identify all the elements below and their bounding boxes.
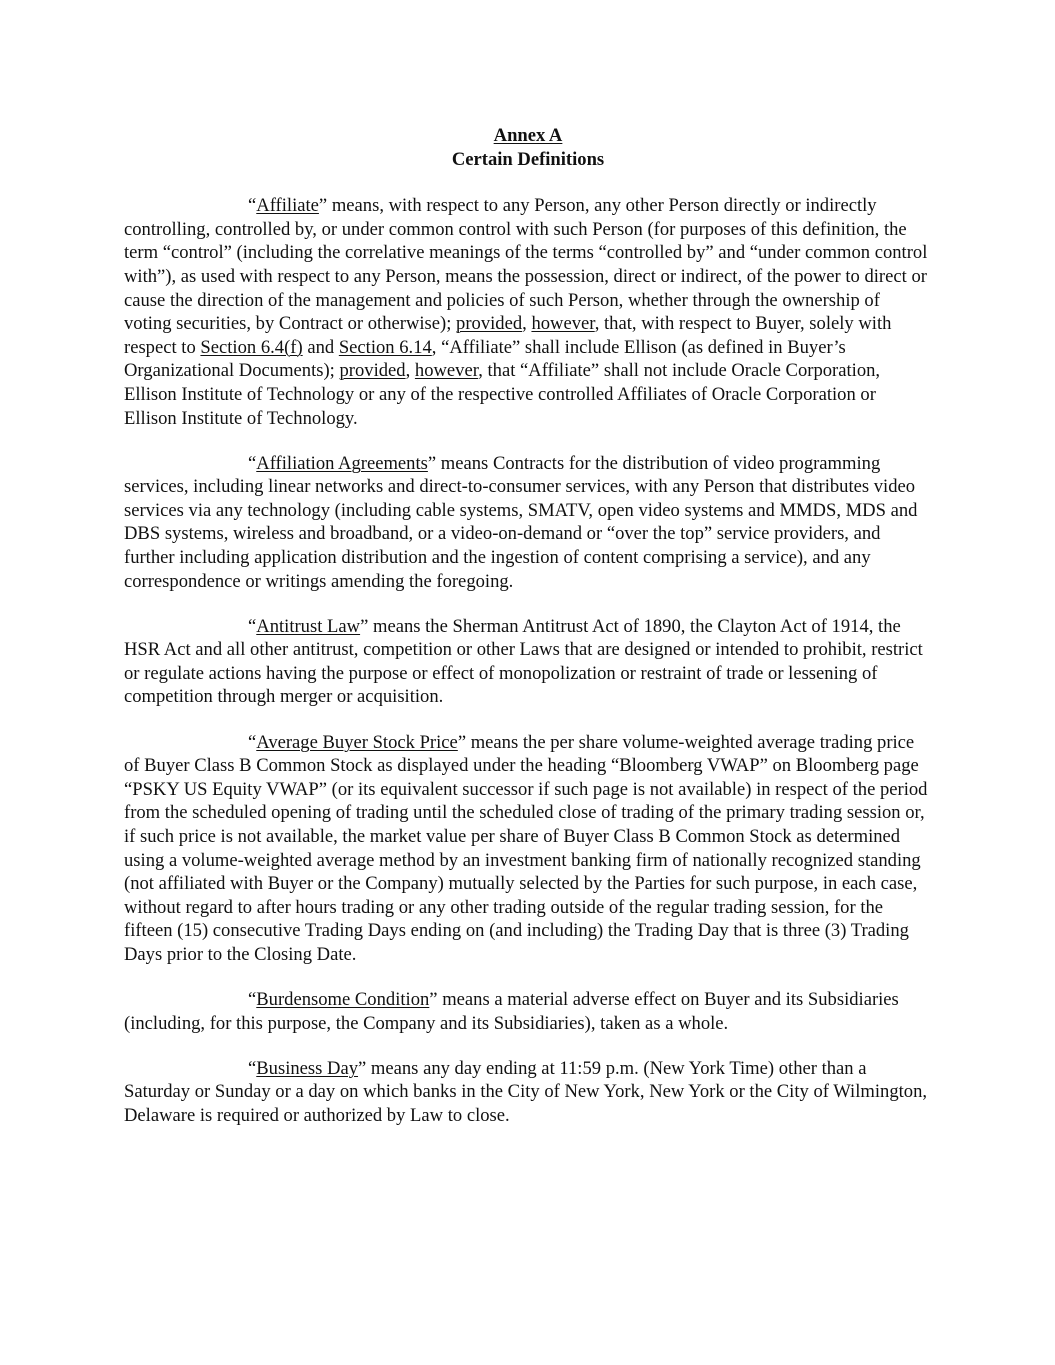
- provided-term: provided: [456, 313, 523, 335]
- annex-label: Annex A: [493, 125, 563, 146]
- defined-term-antitrust-law: Antitrust Law: [256, 615, 361, 637]
- defined-term-burdensome-condition: Burdensome Condition: [256, 989, 430, 1010]
- defined-term-affiliation-agreements: Affiliation Agreements: [256, 452, 428, 474]
- however-term: however: [414, 360, 479, 382]
- definition-antitrust-law: “Antitrust Law” means the Sherman Antitrust Act of 1890, the Clayton Act of 1914, the HSR Act and all other antitrust, competition or other Laws that are designed or intended to prohibit, restrict or regulate actions having the purpose or effect of monopolization or restraint of trade or lessening of competition through merger or acquisition.: [124, 615, 923, 708]
- provided-term: provided: [339, 360, 406, 382]
- definition-business-day: “Business Day” means any day ending at 11:59 p.m. (New York Time) other than a Saturday or Sunday or a day on which banks in the City of New York, New York or the City of Wilmington, Delaware is required or authorized by Law to close.: [124, 1057, 928, 1126]
- document-page: [124, 124, 932, 1149]
- section-ref-6-14: Section 6.14: [338, 336, 432, 358]
- however-term: however: [531, 313, 595, 335]
- definition-affiliate: “Affiliate” means, with respect to any Person, any other Person directly or indirectly controlling, controlled by, or under common control with such Person (for purposes of this definition, the term “control” (including the correlative meanings of the terms “controlled by” and “under common control with”), as used with respect to any Person, means the possession, direct or indirect, of the power to direct or cause the direction of the management and policies of such Person, whether through the ownership of voting securities, by Contract or otherwise); provided, however, that, with respect to Buyer, solely with respect to Section 6.4(f) and Section 6.14, “Affiliate” shall include Ellison (as defined in Buyer’s Organizational Documents); provided, however, that “Affiliate” shall not include Oracle Corporation, Ellison Institute of Technology or any of the respective controlled Affiliates of Oracle Corporation or Ellison Institute of Technology.: [124, 195, 928, 429]
- defined-term-average-buyer-stock-price: Average Buyer Stock Price: [256, 731, 458, 753]
- defined-term-business-day: Business Day: [256, 1057, 359, 1079]
- definition-average-buyer-stock-price: “Average Buyer Stock Price” means the per share volume-weighted average trading price of Buyer Class B Common Stock as displayed under the heading “Bloomberg VWAP” on Bloomberg page “PSKY US Equity VWAP” (or its equivalent successor if such page is not available) in respect of the period from the scheduled opening of trading until the scheduled close of trading of the primary trading session or, if such price is not available, the market value per share of Buyer Class B Common Stock as determined using a volume-weighted average method by an investment banking firm of nationally recognized standing (not affiliated with Buyer or the Company) mutually selected by the Parties for such purpose, in each case, without regard to after hours trading or any other trading outside of the regular trading session, for the fifteen (15) consecutive Trading Days ending on (and including) the Trading Day that is three (3) Trading Days prior to the Closing Date.: [124, 731, 928, 965]
- annex-title: Certain Definitions: [451, 148, 605, 170]
- defined-term-affiliate: Affiliate: [256, 195, 319, 217]
- definition-affiliation-agreements: “Affiliation Agreements” means Contracts for the distribution of video programming services, including linear networks and direct-to-consumer services, with any Person that distributes video services via any technology (including cable systems, SMATV, open video systems and MMDS, MDS and DBS systems, wireless and broadband, or a video-on-demand or “over the top” service providers, and further including application distribution and the ingestion of content comprising a service), and any correspondence or writings amending the foregoing.: [124, 452, 918, 592]
- definition-burdensome-condition: “Burdensome Condition” means a material adverse effect on Buyer and its Subsidiaries (including, for this purpose, the Company and its Subsidiaries), taken as a whole.: [124, 989, 899, 1034]
- section-ref-6-4-f: Section 6.4(f): [200, 336, 303, 358]
